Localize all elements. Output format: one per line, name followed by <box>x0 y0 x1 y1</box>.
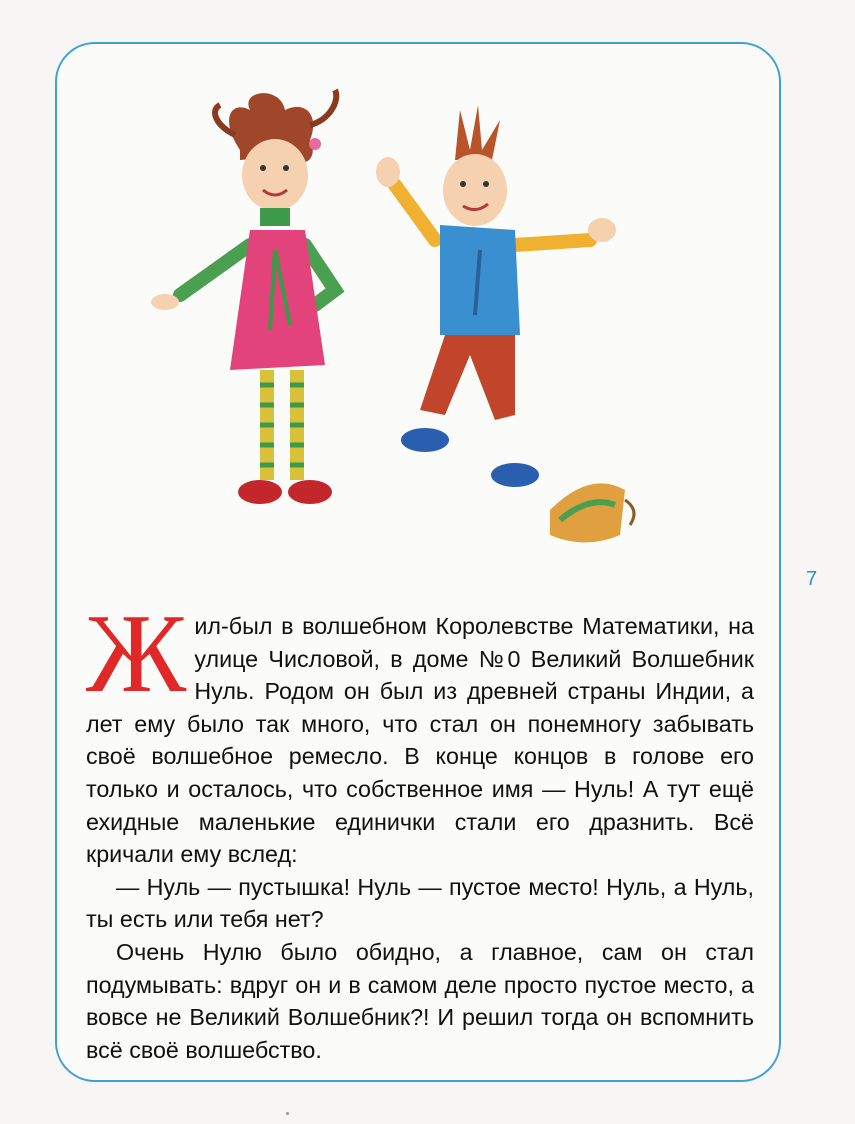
page-number: 7 <box>806 568 818 590</box>
story-paragraph-2: — Нуль — пустышка! Нуль — пустое место! Нуль, а Нуль, ты есть или тебя нет? <box>86 873 754 933</box>
bag-icon <box>550 483 634 542</box>
boy-character-icon <box>376 105 616 487</box>
story-illustration <box>120 80 680 560</box>
story-text <box>86 592 754 1066</box>
paragraph-1-text: ил-был в волшебном Королевстве Математики, на улице Числовой, в доме №0 Великий Волшебник Нуль. Родом он был из древней страны Индии, а лет ему было так много, что стал он понемногу забывать своё волшебное ремесло. В конце концов в голове его только и осталось, что собственное имя — Нуль! А тут ещё ехидные маленькие единички стали его дразнить. Всё кричали ему вслед: <box>86 613 754 868</box>
story-paragraph-1 <box>86 592 754 871</box>
print-speck <box>286 1112 289 1115</box>
drop-cap-letter: Ж <box>86 592 187 716</box>
girl-character-icon <box>151 90 336 504</box>
story-paragraph-3: Очень Нулю было обидно, а главное, сам он стал подумывать: вдруг он и в самом деле просто пустое место, а вовсе не Великий Волшебник?! И решил тогда он вспомнить всё своё волшебство. <box>86 938 754 1063</box>
